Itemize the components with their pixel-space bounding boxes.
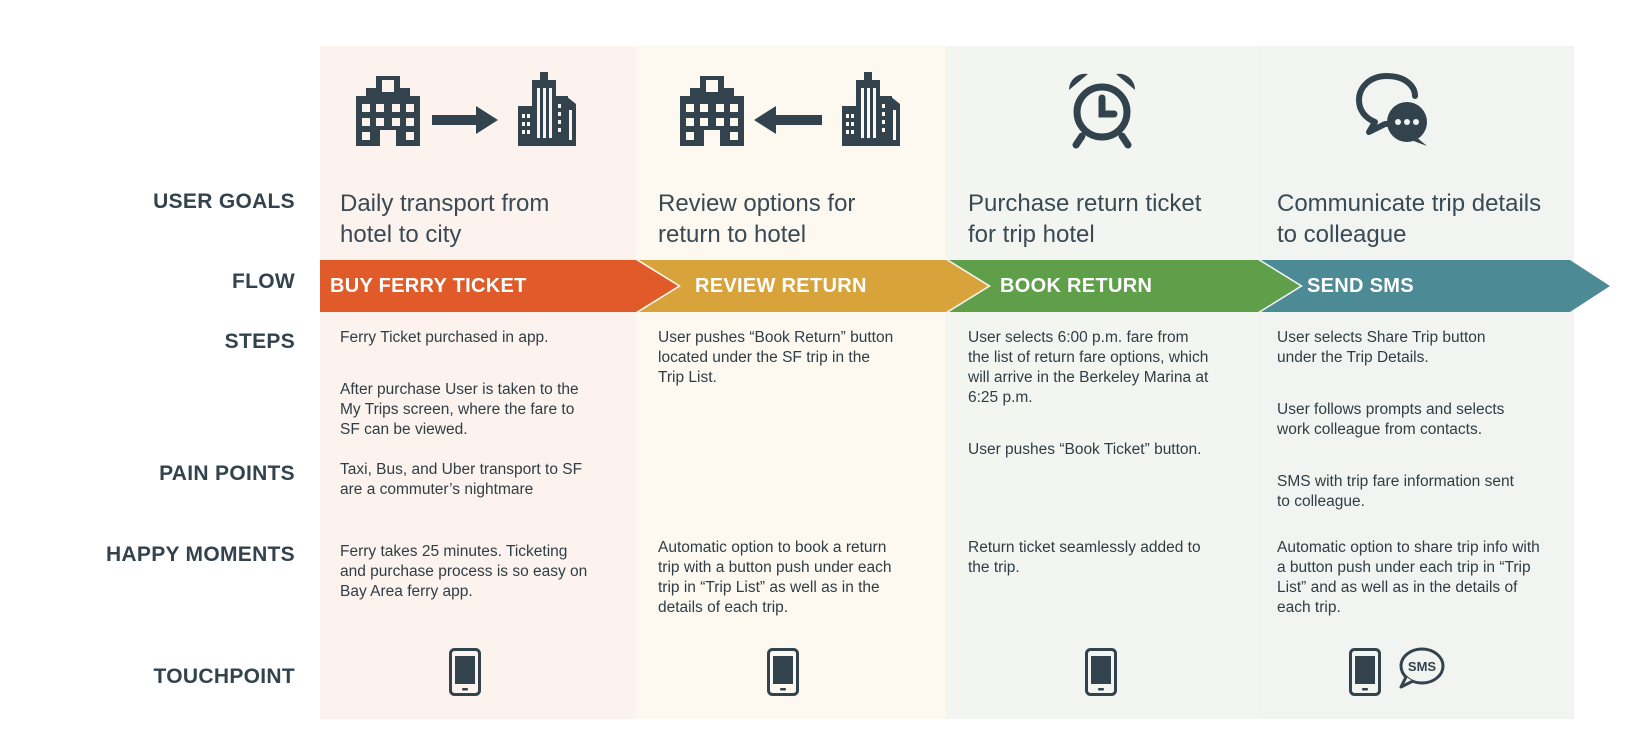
mobile-phone-icon xyxy=(767,648,799,701)
happy-moment-text: Automatic option to book a return trip with a button push under each trip in “Trip List” as well as in the details of each trip. xyxy=(658,539,892,616)
step-text: User selects Share Trip button under the Trip Details. xyxy=(1277,329,1486,366)
flow-label: REVIEW RETURN xyxy=(695,275,867,297)
row-label-flow: FLOW xyxy=(231,270,295,293)
goal-text: Communicate trip details to colleague xyxy=(1277,190,1542,248)
row-label-user-goals: USER GOALS xyxy=(153,190,295,213)
step-text: User pushes “Book Ticket” button. xyxy=(968,441,1202,458)
icon-group-city-to-hotel xyxy=(676,70,916,150)
happy-moment-text: Ferry takes 25 minutes. Ticketing and purchase process is so easy on Bay Area ferry app. xyxy=(340,543,588,600)
row-label-pain-points: PAIN POINTS xyxy=(159,462,295,485)
arrow-right-icon xyxy=(432,106,498,134)
sms-bubble-icon xyxy=(1396,646,1446,695)
icon-group-hotel-to-city xyxy=(352,70,592,150)
pain-point-text: Taxi, Bus, and Uber transport to SF are a commuter’s nightmare xyxy=(340,461,583,498)
city-icon xyxy=(518,72,576,146)
row-label-steps: STEPS xyxy=(224,330,295,353)
happy-moment-text: Return ticket seamlessly added to the trip. xyxy=(968,539,1201,576)
step-text: User selects 6:00 p.m. fare from the list of return fare options, which will arrive in the Berkeley Marina at 6:25 p.m. xyxy=(968,329,1209,406)
flow-label: BOOK RETURN xyxy=(1000,275,1153,297)
goal-text: Daily transport from hotel to city xyxy=(340,190,550,248)
sms-label: SMS xyxy=(1407,659,1437,674)
city-icon xyxy=(842,72,900,146)
step-text: SMS with trip fare information sent to colleague. xyxy=(1277,473,1514,510)
step-text: After purchase User is taken to the My Trips screen, where the fare to SF can be viewed. xyxy=(340,381,579,438)
row-label-touchpoint: TOUCHPOINT xyxy=(153,665,295,688)
hotel-icon xyxy=(680,76,744,146)
mobile-phone-icon xyxy=(1085,648,1117,701)
hotel-icon xyxy=(356,76,420,146)
step-text: Ferry Ticket purchased in app. xyxy=(340,329,549,346)
mobile-phone-icon xyxy=(1349,648,1381,701)
flow-label: SEND SMS xyxy=(1307,275,1414,297)
goal-text: Review options for return to hotel xyxy=(658,190,856,248)
step-text: User pushes “Book Return” button located under the SF trip in the Trip List. xyxy=(658,329,894,386)
mobile-phone-icon xyxy=(449,648,481,701)
row-label-happy-moments: HAPPY MOMENTS xyxy=(105,543,295,566)
alarm-clock-icon xyxy=(1066,70,1138,150)
happy-moment-text: Automatic option to share trip info with a button push under each trip in “Trip List” and as well as in the details of each trip. xyxy=(1277,539,1540,616)
goal-text: Purchase return ticket for trip hotel xyxy=(968,190,1202,248)
chat-bubbles-icon xyxy=(1355,70,1431,150)
arrow-left-icon xyxy=(754,106,822,134)
flow-label: BUY FERRY TICKET xyxy=(330,275,527,297)
step-text: User follows prompts and selects work colleague from contacts. xyxy=(1277,401,1505,438)
